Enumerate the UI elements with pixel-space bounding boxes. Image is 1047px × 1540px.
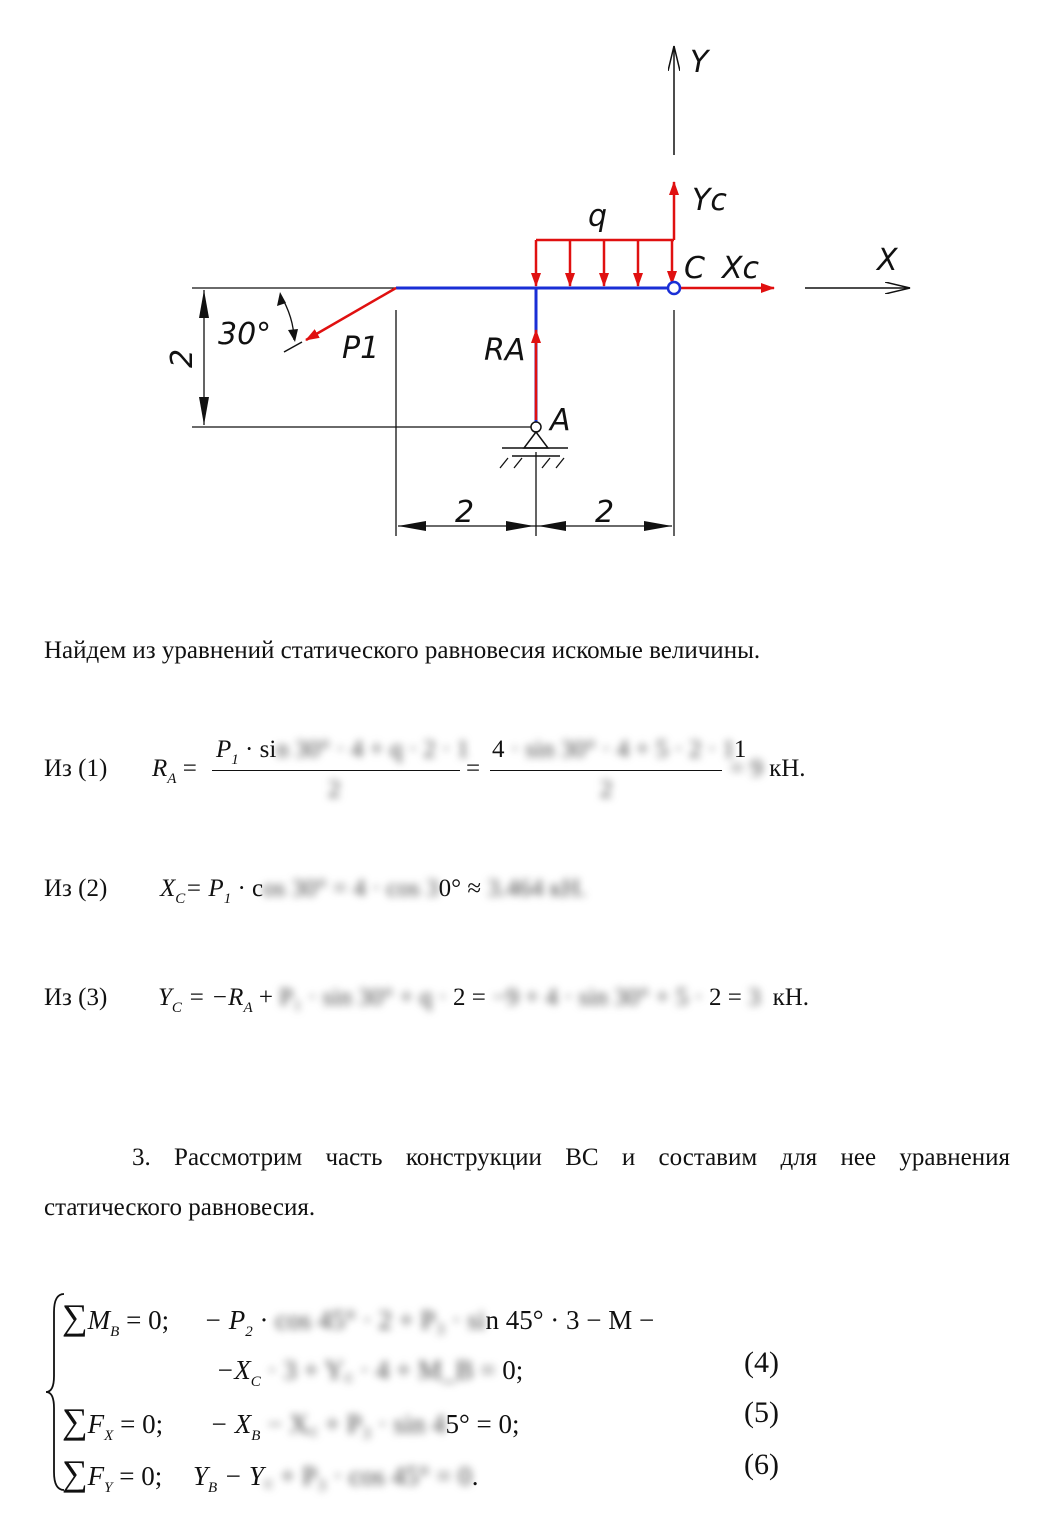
sys-r4-blur: ꜀ + P₃ · cos 45° = 0 bbox=[263, 1461, 472, 1491]
section3-line2: статического равновесия. bbox=[44, 1194, 316, 1221]
sys-r2-sub: C bbox=[250, 1374, 261, 1390]
dim-arrow-right-b bbox=[644, 521, 672, 531]
sys-row2 bbox=[216, 1350, 523, 1391]
eq-number-6: (6) bbox=[744, 1448, 779, 1481]
eq3-label: Из (3) bbox=[44, 984, 108, 1011]
sys-r1-eq: = 0; bbox=[119, 1305, 170, 1335]
reaction-yc-label: Yc bbox=[692, 183, 727, 218]
support-a-hatch bbox=[514, 458, 522, 468]
dim-arrow-right-a bbox=[538, 521, 566, 531]
force-p1-label: P1 bbox=[342, 331, 380, 366]
sys-r3-eq: = 0; bbox=[113, 1409, 164, 1439]
eq2-lhs-sub: C bbox=[175, 891, 186, 907]
sys-r3-blur: − X꜀ + P₃ · sin 4 bbox=[260, 1409, 446, 1439]
hinge-c bbox=[668, 282, 680, 294]
sys-r4-lhs-sub: Y bbox=[104, 1480, 113, 1496]
sys-r3-lhs-sub: X bbox=[104, 1428, 114, 1444]
sys-r1-term: − P bbox=[203, 1305, 246, 1335]
dim-left-label: 2 bbox=[455, 495, 475, 530]
sys-r2-start: −X bbox=[216, 1355, 251, 1385]
dim-arrow-left-b bbox=[506, 521, 534, 531]
eq2-label: Из (2) bbox=[44, 875, 108, 902]
eq1-fraction-2 bbox=[490, 736, 747, 808]
eq1-unit: кН. bbox=[769, 755, 806, 782]
sys-r3-term: − X bbox=[209, 1409, 252, 1439]
sys-r4-lhs: F bbox=[87, 1461, 105, 1491]
load-q-label: q bbox=[588, 199, 608, 234]
eq3-unit: кН. bbox=[772, 984, 810, 1011]
eq1-denominator-1: 2 bbox=[328, 776, 341, 803]
x-axis-label: X bbox=[877, 243, 898, 278]
eq1-num1-blur: n 30° · 4 + q · 2 · 1 bbox=[276, 736, 470, 763]
eq1-lhs-symbol: R bbox=[152, 755, 168, 782]
support-a-hatch bbox=[500, 458, 508, 468]
eq2-body bbox=[160, 875, 586, 908]
sys-r1-sum: ∑ bbox=[62, 1297, 88, 1337]
eq-number-4: (4) bbox=[744, 1346, 779, 1379]
eq3-lhs-sub: C bbox=[171, 1000, 182, 1016]
sys-r3-sum: ∑ bbox=[62, 1401, 88, 1441]
sys-r4-sum: ∑ bbox=[62, 1453, 88, 1493]
sys-row1 bbox=[62, 1296, 654, 1341]
intro-paragraph: Найдем из уравнений статического равновесия искомые величины. bbox=[44, 637, 761, 664]
eq3-rhs-mid: 2 = bbox=[446, 984, 486, 1011]
sys-r4-eq: = 0; bbox=[112, 1461, 163, 1491]
sys-r1-lhs-sub: B bbox=[110, 1324, 120, 1340]
eq1-num2-blur: · sin 30° · 4 + 5 · 2 · 1 bbox=[504, 736, 734, 763]
eq1-numerator-2 bbox=[492, 736, 746, 764]
eq1-num1-sub: 1 bbox=[231, 752, 239, 768]
eq1-fraction-bar-1 bbox=[212, 770, 460, 771]
sys-r1-tail: n 45° · 3 − M − bbox=[485, 1305, 655, 1335]
sys-r1-term-sub: 2 bbox=[245, 1324, 253, 1340]
eq1-num1-dot: · si bbox=[238, 736, 277, 763]
beam-diagram bbox=[0, 0, 1047, 580]
eq3-rhs-end: 2 = bbox=[702, 984, 749, 1011]
sys-r3-lhs: F bbox=[87, 1409, 105, 1439]
eq1-result-blur: = 9 bbox=[730, 755, 763, 782]
sys-r1-blur: cos 45° · 2 + P₃ · si bbox=[268, 1305, 486, 1335]
eq1-numerator-1 bbox=[216, 736, 469, 769]
sys-r4-tail: . bbox=[471, 1461, 479, 1491]
point-a-label: A bbox=[550, 403, 571, 438]
eq2-result-blur: 3.464 кН. bbox=[481, 875, 587, 902]
eq2-rhs-blur: os 30° = 4 · cos 3 bbox=[263, 875, 439, 902]
sys-r4-term-sub: B bbox=[208, 1480, 218, 1496]
angle-label: 30° bbox=[218, 317, 272, 352]
support-a-hatch bbox=[556, 458, 564, 468]
support-a-triangle bbox=[524, 432, 548, 448]
eq3-rhs-sub: A bbox=[243, 1000, 253, 1016]
eq2-rhs-tail: 0° ≈ bbox=[438, 875, 482, 902]
eq3-rhs-plus: + bbox=[252, 984, 273, 1011]
sys-row3 bbox=[62, 1400, 519, 1445]
eq1-label: Из (1) bbox=[44, 755, 108, 782]
eq2-rhs: = P bbox=[185, 875, 224, 902]
dim-arrow-down bbox=[199, 397, 209, 425]
eq3-lhs-symbol: Y bbox=[158, 984, 172, 1011]
section3-line1: 3. Рассмотрим часть конструкции ВС и составим для нее уравнения bbox=[132, 1144, 1010, 1171]
sys-row4 bbox=[62, 1452, 478, 1497]
eq3-rhs-blur2: −9 + 4 · sin 30° + 5 · bbox=[485, 984, 703, 1011]
sys-r2-blur: · 3 + Y꜀ · 4 + M_B = bbox=[260, 1355, 496, 1385]
hinge-a bbox=[531, 422, 541, 432]
eq1-denominator-2: 2 bbox=[600, 776, 613, 803]
eq1-fraction-1 bbox=[212, 736, 470, 808]
eq1-fraction-bar-2 bbox=[490, 770, 722, 771]
eq1-num1-p: P bbox=[216, 736, 232, 763]
point-c-label: C bbox=[684, 251, 705, 286]
support-a-hatch bbox=[542, 458, 550, 468]
dim-right-label: 2 bbox=[595, 495, 615, 530]
reaction-xc-label: Xc bbox=[722, 251, 760, 286]
dim-arrow-left-a bbox=[398, 521, 426, 531]
sys-r3-tail: 5° = 0; bbox=[445, 1409, 520, 1439]
eq1-lhs-sub: A bbox=[167, 771, 177, 787]
sys-r1-dot: · bbox=[252, 1305, 269, 1335]
eq1-result bbox=[730, 755, 806, 783]
angle-arrow-bottom bbox=[288, 329, 298, 342]
eq2-rhs-sub: 1 bbox=[223, 891, 232, 907]
eq1-equals: = bbox=[176, 755, 197, 782]
eq3-body bbox=[158, 984, 809, 1017]
sys-r1-lhs: M bbox=[87, 1305, 111, 1335]
dim-arrow-up bbox=[199, 290, 209, 318]
sys-r4-minus: − Y bbox=[217, 1461, 264, 1491]
y-axis-label: Y bbox=[690, 45, 709, 80]
angle-reference-line bbox=[284, 342, 302, 352]
eq-number-5: (5) bbox=[744, 1396, 779, 1429]
eq1-num2-4: 4 bbox=[492, 736, 505, 763]
eq1-num2-tail: 1 bbox=[733, 736, 747, 763]
eq1-lhs bbox=[152, 755, 197, 788]
eq3-rhs-blur: P₁ · sin 30° + q · bbox=[272, 984, 447, 1011]
eq1-equals-2: = bbox=[466, 755, 481, 782]
dim-vertical-label: 2 bbox=[165, 348, 200, 368]
eq2-lhs-symbol: X bbox=[160, 875, 176, 902]
eq2-rhs-dot: · c bbox=[231, 875, 264, 902]
sys-r4-term: Y bbox=[193, 1461, 209, 1491]
reaction-ra-label: RA bbox=[484, 333, 526, 368]
sys-r2-tail: 0; bbox=[495, 1355, 524, 1385]
eq3-rhs: = −R bbox=[181, 984, 244, 1011]
sys-r3-term-sub: B bbox=[251, 1428, 261, 1444]
eq3-result-blur: 3 bbox=[748, 984, 761, 1011]
